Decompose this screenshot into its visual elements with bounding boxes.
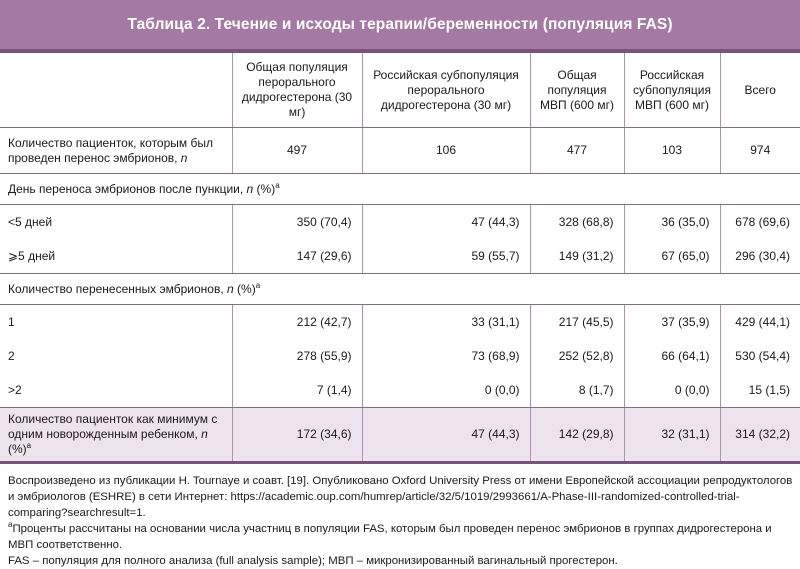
abbreviations-note: FAS – популяция для полного анализа (full analysis sample); МВП – микронизированный вагинальный прогестерон. — [8, 555, 618, 567]
table-cell: 0 (0,0) — [362, 373, 530, 408]
table-cell: 7 (1,4) — [232, 373, 362, 408]
header-row — [0, 53, 800, 128]
row-label: 1 — [8, 314, 15, 329]
table-footnotes — [8, 473, 793, 569]
source-note: Воспроизведено из публикации H. Tournaye и соавт. [19]. Опубликовано Oxford University Press от имени Европейской ассоциации репродуктологов и эмбриологов (ESHRE) в сети Интернет: https://academic.oup.com/humrep/article/32/5/1019/2993661/A-Phase-III-randomized-controlled-trial-comparing?searchresult=1. — [8, 475, 793, 519]
table-cell: 217 (45,5) — [530, 305, 624, 340]
table-cell: 73 (68,9) — [362, 339, 530, 373]
table-cell: 47 (44,3) — [362, 408, 530, 463]
header-total: Всего — [720, 53, 800, 128]
table-cell: 530 (54,4) — [720, 339, 800, 373]
table-row — [0, 339, 800, 373]
table-cell: 32 (31,1) — [624, 408, 720, 463]
table-cell: 278 (55,9) — [232, 339, 362, 373]
row-label: 2 — [8, 348, 15, 363]
section-day-heading: День переноса эмбрионов после пункции, n (%)$^a$ — [0, 174, 800, 205]
table-row — [0, 239, 800, 274]
table-cell: 350 (70,4) — [232, 205, 362, 240]
header-mvp-total: Общая популяция МВП (600 мг) — [530, 53, 624, 128]
table-cell: 328 (68,8) — [530, 205, 624, 240]
row-label: Количество пациенток как минимум с одним новорожденным ребенком, n (%)$^a$ — [0, 408, 232, 463]
table-cell: 36 (35,0) — [624, 205, 720, 240]
table-cell: 47 (44,3) — [362, 205, 530, 240]
table-cell: 37 (35,9) — [624, 305, 720, 340]
table-cell: 172 (34,6) — [232, 408, 362, 463]
table-cell: 212 (42,7) — [232, 305, 362, 340]
percent-note: $^a$Проценты рассчитаны на основании числа участниц в популяции FAS, которым был проведен перенос эмбрионов в группах дидрогестерона и МВП соответственно. — [8, 520, 772, 551]
table-cell: 296 (30,4) — [720, 239, 800, 274]
row-label: <5 дней — [8, 214, 53, 229]
table-cell: 149 (31,2) — [530, 239, 624, 274]
table-cell: 497 — [232, 128, 362, 174]
header-dydrogesterone-total: Общая популяция перорального дидрогестерона (30 мг) — [232, 53, 362, 128]
table-cell: 252 (52,8) — [530, 339, 624, 373]
table-row — [0, 373, 800, 408]
section-row — [0, 174, 800, 205]
header-empty — [0, 53, 232, 128]
table-cell: 106 — [362, 128, 530, 174]
results-table — [0, 53, 800, 464]
section-count-heading: Количество перенесенных эмбрионов, n (%)$^a$ — [0, 274, 800, 305]
table-row — [0, 408, 800, 463]
header-dydrogesterone-russia: Российская субпопуляция перорального дидрогестерона (30 мг) — [362, 53, 530, 128]
table-cell: 59 (55,7) — [362, 239, 530, 274]
section-row — [0, 274, 800, 305]
table-cell: 429 (44,1) — [720, 305, 800, 340]
table-cell: 678 (69,6) — [720, 205, 800, 240]
table-cell: 8 (1,7) — [530, 373, 624, 408]
table-cell: 103 — [624, 128, 720, 174]
table-cell: 477 — [530, 128, 624, 174]
header-mvp-russia: Российская субпопуляция МВП (600 мг) — [624, 53, 720, 128]
table-cell: 314 (32,2) — [720, 408, 800, 463]
table-cell: 33 (31,1) — [362, 305, 530, 340]
table-row — [0, 305, 800, 340]
table-row — [0, 128, 800, 174]
table-row — [0, 205, 800, 240]
table-cell: 67 (65,0) — [624, 239, 720, 274]
table-cell: 147 (29,6) — [232, 239, 362, 274]
table-title: Таблица 2. Течение и исходы терапии/беременности (популяция FAS) — [0, 0, 800, 49]
table-cell: 0 (0,0) — [624, 373, 720, 408]
table-cell: 974 — [720, 128, 800, 174]
row-label: ⩾5 дней — [0, 239, 232, 274]
table-cell: 15 (1,5) — [720, 373, 800, 408]
table-cell: 66 (64,1) — [624, 339, 720, 373]
row-label: Количество пациенток, которым был проведен перенос эмбрионов, n — [0, 128, 232, 174]
row-label: >2 — [0, 373, 232, 408]
table-cell: 142 (29,8) — [530, 408, 624, 463]
